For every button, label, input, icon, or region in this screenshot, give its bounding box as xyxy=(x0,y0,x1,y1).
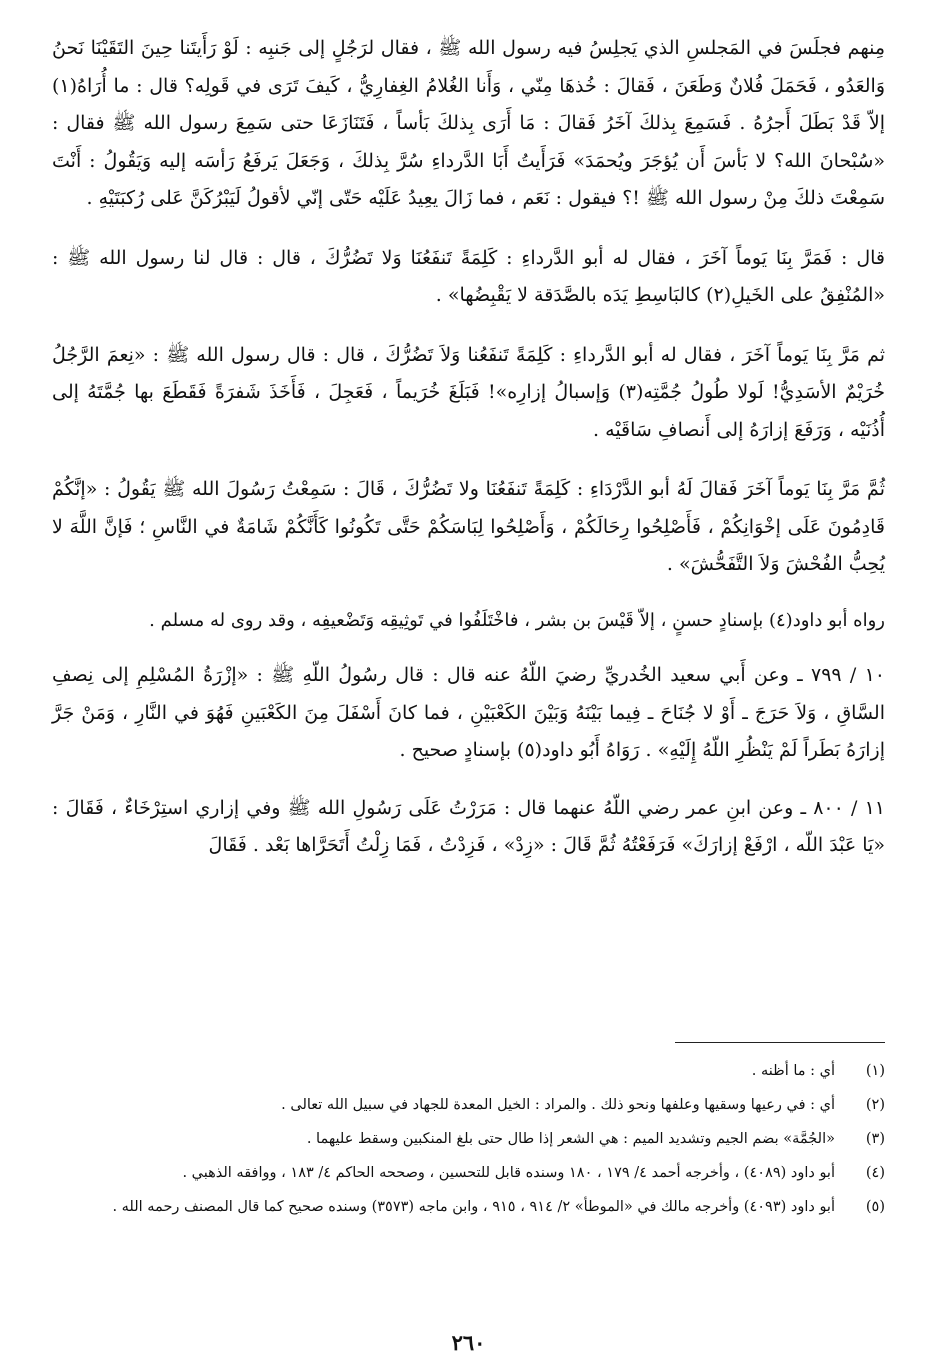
footnote-1 xyxy=(52,1056,885,1086)
paragraph-7: ١١ / ٨٠٠ ـ وعن ابنِ عمر رضي اللّهُ عنهما قال : مَرَرْتُ عَلَى رَسُولِ الله ﷺ وفي إزاري استِرْخَاءٌ ، فَقَالَ : «يَا عَبْدَ اللّه ، ارْفَعْ إزارَكَ» فَرَفَعْتُهُ ثُمَّ قَالَ : «زِدْ» ، فَزِدْتُ ، فَمَا زِلْتُ أَتَحَرَّاها بَعْد . فَقَالَ xyxy=(52,796,885,856)
footnote-number: (١) xyxy=(865,1063,885,1079)
footnote-number: (٢) xyxy=(865,1097,885,1113)
paragraph-5: رواه أبو داود(٤) بإسنادٍ حسنٍ ، إلاّ قَيْسَ بن بشر ، فاخْتَلَفُوا في تَوثِيقِه وَتَضْعيفِه ، وقد روى له مسلم . xyxy=(149,609,885,631)
footnote-4 xyxy=(52,1158,885,1188)
footnote-text: أي : ما أظنه . xyxy=(751,1063,835,1079)
page-number: ٢٦٠ xyxy=(451,1330,486,1355)
footnote-text: أبو داود (٤٠٩٣) وأخرجه مالك في «الموطأ» ٢/ ٩١٤ ، ٩١٥ ، وابن ماجه (٣٥٧٣) وسنده صحيح كما قال المصنف رحمه الله . xyxy=(112,1199,835,1215)
footnote-2 xyxy=(52,1090,885,1120)
footnote-text: «الجُمَّة» بضم الجيم وتشديد الميم : هي الشعر إذا طال حتى بلغ المنكبين وسقط عليهما . xyxy=(306,1131,835,1147)
footnote-text: أبو داود (٤٠٨٩) ، وأخرجه أحمد ٤/ ١٧٩ ، ١٨٠ وسنده قابل للتحسين ، وصححه الحاكم ٤/ ١٨٣ ، ووافقه الذهبي . xyxy=(182,1165,835,1181)
footnote-number: (٣) xyxy=(865,1131,885,1147)
paragraph-1: مِنهم فجلَسَ في المَجلسِ الذي يَجلِسُ فيه رسول الله ﷺ ، فقال لرَجُلٍ إلى جَنبِه : لَوْ رَأَيتَنا حِينَ التَقَيْنَا نَحنُ وَالعَدُو ، فَحَمَلَ فُلانٌ وَطَعَنَ ، فَقالَ : خُذهَا مِنّي ، وَأَنا الغُلامُ الغِفارِيُّ ، كَيفَ تَرَى في قَولِه؟ قال : ما أُرَاهُ(١) إلاّ قَدْ بَطَلَ أَجرُهُ . فَسَمِعَ بِذلكَ آخَرُ فَقالَ : مَا أَرَى بِذلكَ بَأساً ، فَتَنَازَعَا حتى سَمِعَ رسول الله ﷺ فقال : «سُبْحانَ الله؟ لا بَأسَ أَن يُؤجَرَ ويُحمَدَ» فَرَأَيتُ أَبَا الدَّرداءِ سُرَّ بِذلكَ ، وَجَعَلَ يَرفَعُ رَأسَه إليه وَيَقُولُ : أَنْتَ سَمِعْتَ ذلكَ مِنْ رسول الله ﷺ !؟ فيقول : نَعَم ، فما زَالَ يعِيدُ عَلَيْه حَتّى إنّي لأقولُ لَيَبْرُكَنَّ عَلى رُكبَتَيْهِ . xyxy=(52,37,885,209)
footnote-5 xyxy=(52,1192,885,1222)
paragraph-6: ١٠ / ٧٩٩ ـ وعن أَبي سعيد الخُدريِّ رضيَ اللّهُ عنه قال : قال رسُولُ اللّهِ ﷺ : «إزْرَةُ المُسْلِمِ إلى نِصفِ السَّاقِ ، وَلاَ حَرَجَ ـ أَوْ لا جُنَاحَ ـ فِيما بَيْنَهُ وَبَيْنَ الكَعْبَيْنِ ، فما كانَ أَسْفَلَ مِنَ الكَعْبَينِ فَهُوَ في النَّارِ ، وَمَنْ جَرَّ إزارَهُ بَطَراً لَمْ يَنْظُرِ اللّهُ إِلَيْهِ» . رَوَاهُ أَبُو داود(٥) بإسنادٍ صحيح . xyxy=(52,664,886,761)
book-page xyxy=(52,30,886,1355)
footnote-text: أي : في رعيها وسقيها وعلفها ونحو ذلك . والمراد : الخيل المعدة للجهاد في سبيل الله تعالى . xyxy=(281,1097,835,1113)
footnote-number: (٥) xyxy=(865,1199,885,1215)
paragraph-4: ثُمَّ مَرَّ بِنَا يَوماً آخَرَ فَقالَ لَهُ أبو الدَّرْدَاءِ : كَلِمَةً تَنفَعُنَا ولا تَضُرُّكَ ، قَالَ : سَمِعْتُ رَسُولَ الله ﷺ يَقُولُ : «إنَّكُمْ قَادِمُونَ عَلَى إخْوَانِكُمْ ، فَأَصْلِحُوا رِحَالَكُمْ ، وَأَصْلِحُوا لِبَاسَكُمْ حَتَّى تَكُونُوا كَأَنَّكُمْ شَامَةٌ في النَّاسِ ؛ فَإنَّ اللَّهَ لا يُحِبُّ الفُحْشَ وَلاَ التَّفَحُّشَ» . xyxy=(52,478,885,575)
paragraph-2: قال : فَمَرَّ بِنَا يَوماً آخَرَ ، فقال له أبو الدَّرداءِ : كَلِمَةً تَنفَعُنَا وَلا تَضُرُّكَ ، قال : قال لنا رسول الله ﷺ : «المُنْفِقُ على الخَيلِ(٢) كالبَاسِطِ يَدَه بالصَّدَقة لا يَقْبِضُها» . xyxy=(52,246,885,306)
footnote-divider xyxy=(675,1042,885,1043)
footnotes xyxy=(52,1056,885,1226)
footnote-number: (٤) xyxy=(865,1165,885,1181)
main-text xyxy=(52,30,885,865)
paragraph-3: ثم مَرَّ بِنَا يَوماً آخَرَ ، فقال له أبو الدَّرداءِ : كَلِمَةً تَنفَعُنا وَلاَ تَضُرُّكَ ، قال : قال رسول الله ﷺ : «نِعمَ الرَّجُلُ خُرَيْمٌ الأسَدِيُّ! لَولا طُولُ جُمَّتِه(٣) وَإسبالُ إزارِه»! فَبَلَغَ خُرَيماً ، فَعَجِلَ ، فَأَخَذَ شَفرَةً فَقَطَعَ بها جُمَّتَهُ إلى أُذُنَيْه ، وَرَفَعَ إزارَهُ إلى أَنصافِ سَاقَيْه . xyxy=(52,343,885,441)
footnote-3 xyxy=(52,1124,885,1154)
